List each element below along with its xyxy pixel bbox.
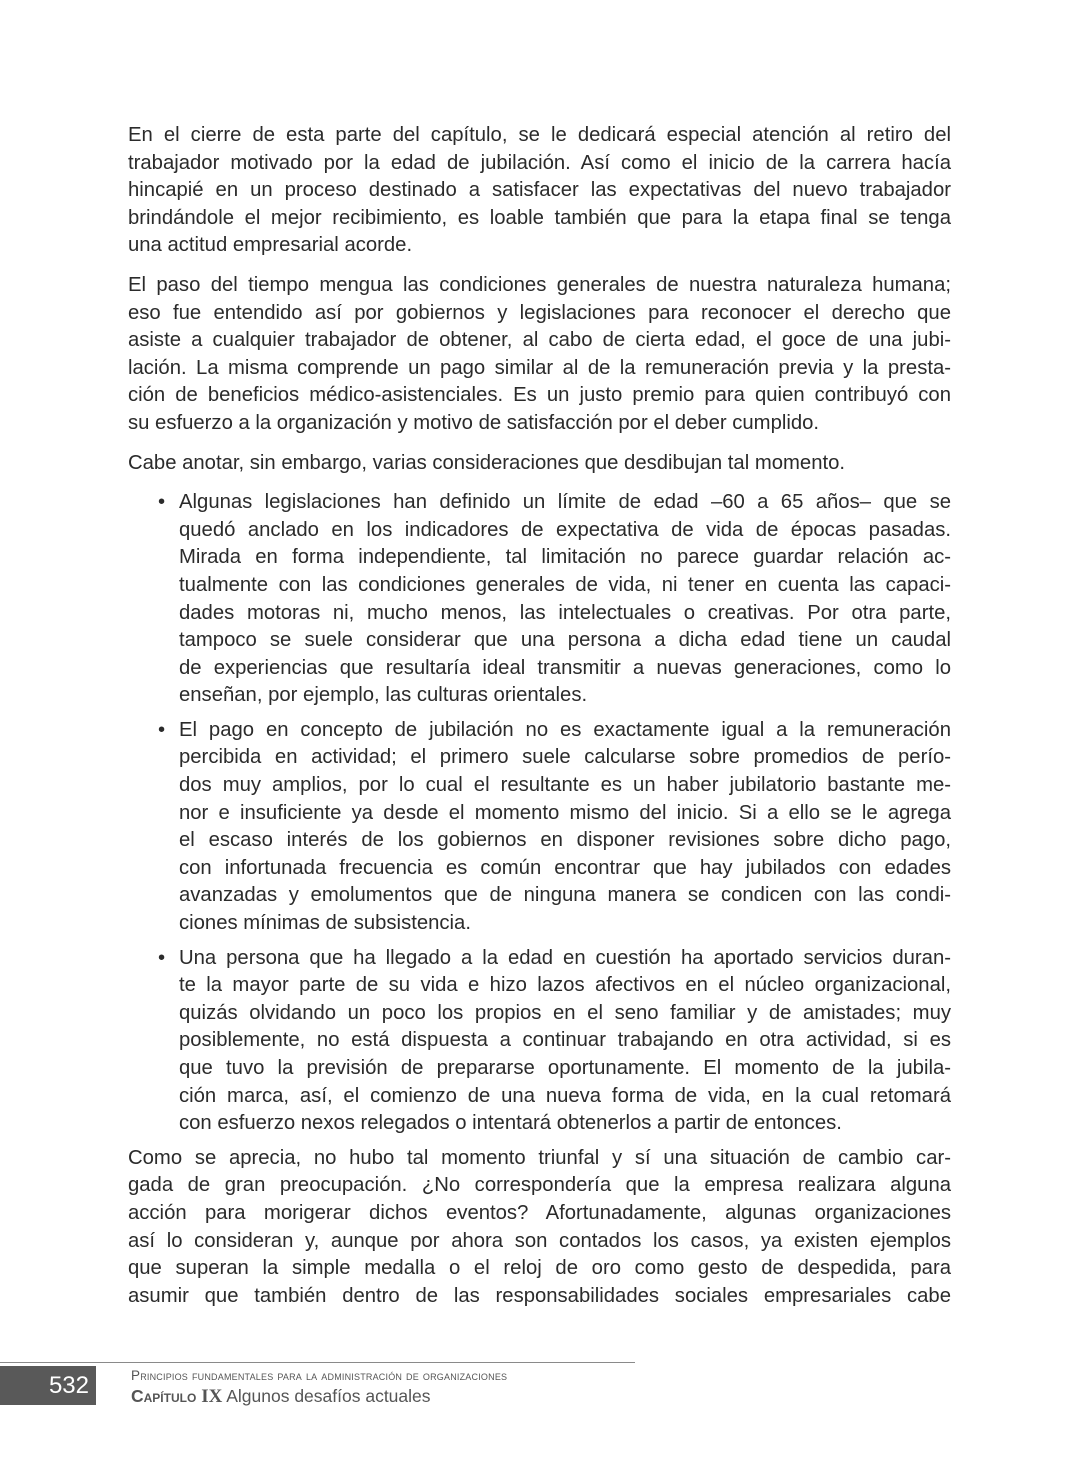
text-line: de experiencias que resultaría ideal transmitir a nuevas generaciones, como lo <box>179 656 951 679</box>
text-line: eso fue entendido así por gobiernos y legislaciones para reconocer el derecho que <box>128 301 951 324</box>
text-line: así lo consideran y, aunque por ahora son contados los casos, ya existen ejemplos <box>128 1229 951 1252</box>
text-line: ciones mínimas de subsistencia. <box>179 912 471 935</box>
paragraph <box>128 122 951 260</box>
bullet-list <box>128 489 951 1138</box>
bullet-icon: • <box>158 718 166 741</box>
text-line: posiblemente, no está dispuesta a continuar trabajando en otra actividad, si es <box>179 1029 951 1052</box>
page-number: 532 <box>0 1366 96 1405</box>
bullet-icon: • <box>158 491 166 514</box>
text-line: Como se aprecia, no hubo tal momento triunfal y sí una situación de cambio car- <box>128 1146 951 1169</box>
chapter-number: IX <box>201 1386 223 1407</box>
book-title: Principios fundamentales para la administración de organizaciones <box>131 1368 508 1383</box>
text-line: gada de gran preocupación. ¿No correspondería que la empresa realizara alguna <box>128 1174 951 1197</box>
text-line: su esfuerzo a la organización y motivo de satisfacción por el deber cumplido. <box>128 411 820 434</box>
text-line: acción para morigerar dichos eventos? Afortunadamente, algunas organizaciones <box>128 1201 951 1224</box>
bullet-item <box>128 717 951 938</box>
text-line: El paso del tiempo mengua las condiciones generales de nuestra naturaleza humana; <box>128 273 951 296</box>
page-body <box>128 122 951 1322</box>
text-line: ción de beneficios médico-asistenciales. Es un justo premio para quien contribuyó con <box>128 384 951 407</box>
text-line: dades motoras ni, mucho menos, las intelectuales o creativas. Por otra parte, <box>179 601 951 624</box>
text-line: En el cierre de esta parte del capítulo, se le dedicará especial atención al retiro del <box>128 124 951 146</box>
text-line: con infortunada frecuencia es común encontrar que hay jubilados con edades <box>179 856 951 879</box>
chapter-label: Capítulo <box>131 1386 197 1406</box>
paragraph <box>128 1145 951 1311</box>
text-line: dos muy amplios, por lo cual el resultante es un haber jubilatorio bastante me- <box>179 774 951 797</box>
text-line: asumir que también dentro de las responsabilidades sociales empresariales cabe <box>128 1284 951 1307</box>
text-line: nor e insuficiente ya desde el momento mismo del inicio. Si a ello se le agrega <box>179 801 951 824</box>
text-line: hincapié en un proceso destinado a satisfacer las expectativas del nuevo trabajador <box>128 179 951 202</box>
text-line: brindándole el mejor recibimiento, es loable también que para la etapa final se tenga <box>128 206 951 229</box>
footer-rule <box>0 1362 635 1363</box>
text-line: ción marca, así, el comienzo de una nueva forma de vida, en la cual retomará <box>179 1084 951 1107</box>
text-line: avanzadas y emolumentos que de ninguna manera se condicen con las condi- <box>179 884 951 907</box>
text-line: tampoco se suele considerar que una persona a dicha edad tiene un caudal <box>179 629 951 652</box>
text-line: Una persona que ha llegado a la edad en cuestión ha aportado servicios duran- <box>179 946 951 969</box>
text-line: trabajador motivado por la edad de jubilación. Así como el inicio de la carrera hacía <box>128 151 951 174</box>
text-line: quedó anclado en los indicadores de expectativa de vida de épocas pasadas. <box>179 518 951 541</box>
bullet-icon: • <box>158 946 166 969</box>
chapter-title: Algunos desafíos actuales <box>226 1386 431 1406</box>
paragraph <box>128 272 951 438</box>
text-line: El pago en concepto de jubilación no es exactamente igual a la remuneración <box>179 718 951 741</box>
text-line: el escaso interés de los gobiernos en disponer revisiones sobre dicho pago, <box>179 829 951 852</box>
text-line: enseñan, por ejemplo, las culturas orientales. <box>179 684 588 707</box>
bullet-item <box>128 945 951 1138</box>
paragraph <box>128 450 951 478</box>
bullet-item <box>128 489 951 710</box>
text-line: Cabe anotar, sin embargo, varias consideraciones que desdibujan tal momento. <box>128 451 846 474</box>
text-line: quizás olvidando un poco los propios en el seno familiar y de amistades; muy <box>179 1001 951 1024</box>
text-line: con esfuerzo nexos relegados o intentará obtenerlos a partir de entonces. <box>179 1112 842 1135</box>
text-line: te la mayor parte de su vida e hizo lazos afectivos en el núcleo organizacional, <box>179 974 951 997</box>
chapter-heading <box>131 1386 431 1408</box>
text-line: que superan la simple medalla o el reloj de oro como gesto de despedida, para <box>128 1257 951 1280</box>
text-line: Mirada en forma independiente, tal limitación no parece guardar relación ac- <box>179 546 951 569</box>
text-line: lación. La misma comprende un pago similar al de la remuneración previa y la presta- <box>128 356 951 379</box>
text-line: tualmente con las condiciones generales de vida, ni tener en cuenta las capaci- <box>179 573 951 596</box>
text-line: Algunas legislaciones han definido un límite de edad –60 a 65 años– que se <box>179 491 951 514</box>
text-line: una actitud empresarial acorde. <box>128 234 413 257</box>
text-line: asiste a cualquier trabajador de obtener, al cabo de cierta edad, el goce de una jubi- <box>128 329 951 352</box>
text-line: que tuvo la previsión de prepararse oportunamente. El momento de la jubila- <box>179 1057 951 1079</box>
text-line: percibida en actividad; el primero suele calcularse sobre promedios de perío- <box>179 746 951 769</box>
